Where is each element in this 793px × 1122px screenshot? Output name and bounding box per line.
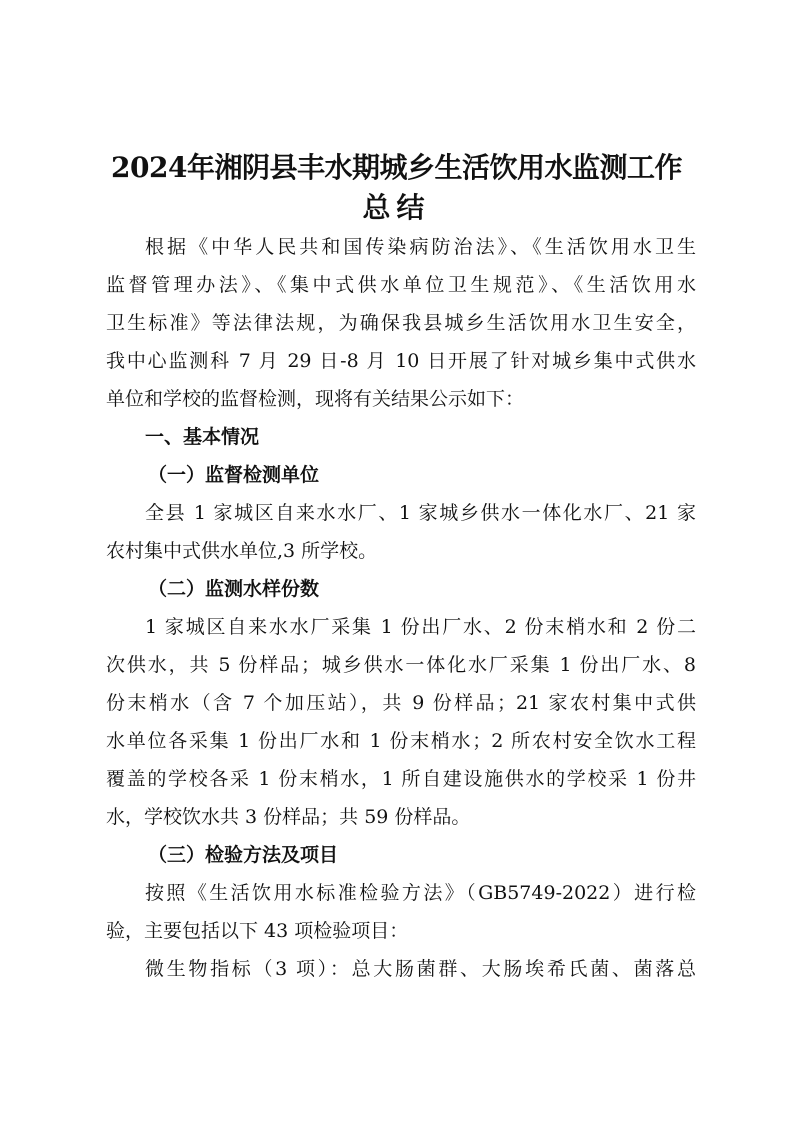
paragraph-line: 份末梢水（含 7 个加压站），共 9 份样品；21 家农村集中式供 xyxy=(106,692,696,714)
paragraph-line: 次供水，共 5 份样品；城乡供水一体化水厂采集 1 份出厂水、8 xyxy=(106,654,696,676)
paragraph-line: 农村集中式供水单位,3 所学校。 xyxy=(106,540,378,562)
intro-line: 监督管理办法》、《集中式供水单位卫生规范》、《生活饮用水 xyxy=(106,274,696,296)
intro-line: 单位和学校的监督检测，现将有关结果公示如下： xyxy=(106,388,525,410)
paragraph-line: 水，学校饮水共 3 份样品；共 59 份样品。 xyxy=(106,806,471,828)
intro-line: 我中心监测科 7 月 29 日-8 月 10 日开展了针对城乡集中式供水 xyxy=(106,350,696,372)
subheading-sample-count: （二）监测水样份数 xyxy=(148,578,320,600)
intro-line: 根据《中华人民共和国传染病防治法》、《生活饮用水卫生 xyxy=(145,236,696,258)
subheading-monitoring-units: （一）监督检测单位 xyxy=(148,464,320,486)
paragraph-line: 验，主要包括以下 43 项检验项目： xyxy=(106,920,409,942)
paragraph-line: 按照《生活饮用水标准检验方法》（GB5749-2022）进行检 xyxy=(145,882,696,904)
document-title-line1: 2024年湘阴县丰水期城乡生活饮用水监测工作 xyxy=(111,151,682,184)
paragraph-line: 全县 1 家城区自来水水厂、1 家城乡供水一体化水厂、21 家 xyxy=(145,502,696,524)
subheading-test-methods: （三）检验方法及项目 xyxy=(148,844,339,866)
section-heading-basic-info: 一、基本情况 xyxy=(145,426,260,448)
paragraph-line: 覆盖的学校各采 1 份末梢水，1 所自建设施供水的学校采 1 份井 xyxy=(106,768,696,790)
document-title-line2: 总结 xyxy=(362,191,431,224)
paragraph-line: 1 家城区自来水水厂采集 1 份出厂水、2 份末梢水和 2 份二 xyxy=(145,616,696,638)
paragraph-line-microbial: 微生物指标（3 项）：总大肠菌群、大肠埃希氏菌、菌落总 xyxy=(145,958,696,980)
intro-line: 卫生标准》等法律法规，为确保我县城乡生活饮用水卫生安全， xyxy=(106,312,696,334)
paragraph-line: 水单位各采集 1 份出厂水和 1 份末梢水；2 所农村安全饮水工程 xyxy=(106,730,696,752)
